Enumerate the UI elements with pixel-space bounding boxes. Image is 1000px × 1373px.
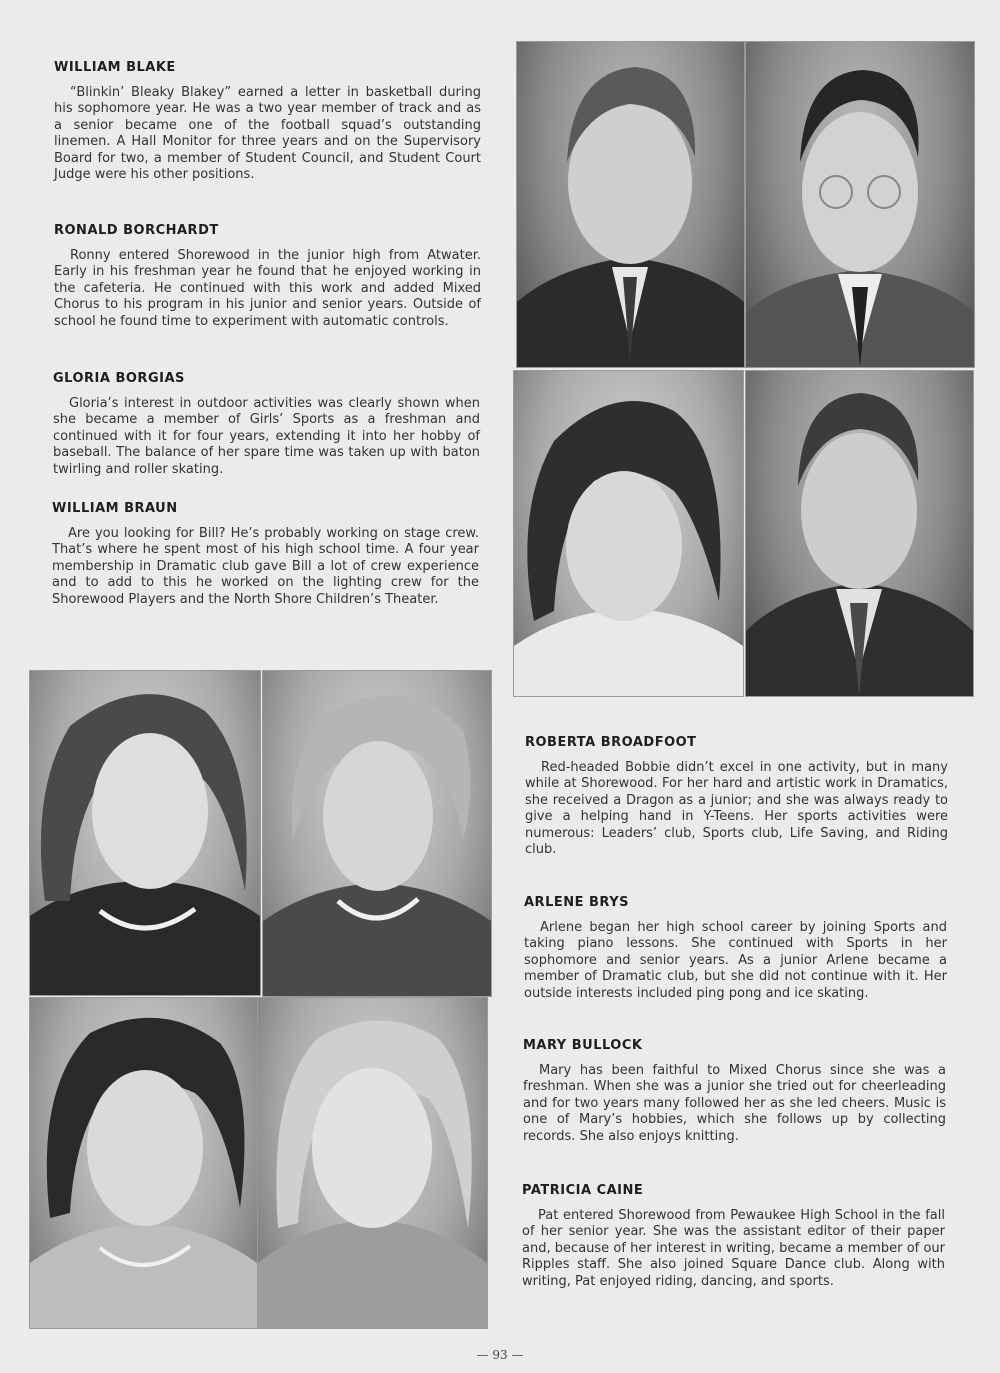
portrait-william-blake xyxy=(516,41,745,368)
student-name: GLORIA BORGIAS xyxy=(53,371,185,386)
student-name: WILLIAM BLAKE xyxy=(54,60,176,75)
student-name: PATRICIA CAINE xyxy=(522,1183,644,1198)
portrait-roberta-broadfoot xyxy=(29,670,261,996)
portrait-gloria-borgias xyxy=(513,370,744,697)
student-bio: Pat entered Shorewood from Pewaukee High School in the fall of her senior year. She was the assistant editor of their paper and, because of her interest in writing, became a member of our Ripples staff. She also joined Square Dance club. Along with writing, Pat enjoyed riding, dancing, and sports. xyxy=(522,1208,945,1289)
student-bio: Gloria’s interest in outdoor activities was clearly shown when she became a member of Girls’ Sports as a freshman and continued with it for four years, extending it into her hobby of baseball. The balance of her spare time was taken up with baton twirling and roller skating. xyxy=(53,396,480,477)
page-number: — 93 — xyxy=(476,1348,524,1362)
student-name: ROBERTA BROADFOOT xyxy=(525,735,697,750)
student-bio: Mary has been faithful to Mixed Chorus since she was a freshman. When she was a junior she tried out for cheerleading and for two years many followed her as she led cheers. Music is one of Mary’s hobbies, which she follows up by collecting records. She also enjoys knitting. xyxy=(523,1063,946,1144)
bio-patricia-caine xyxy=(522,1183,945,1290)
bio-william-braun xyxy=(52,501,479,608)
portrait-patricia-caine xyxy=(257,997,488,1329)
student-name: ARLENE BRYS xyxy=(524,895,630,910)
student-name: MARY BULLOCK xyxy=(523,1038,643,1053)
student-bio: Ronny entered Shorewood in the junior high from Atwater. Early in his freshman year he found that he enjoyed working in the cafeteria. He continued with this work and added Mixed Chorus to his program in his junior and senior years. Outside of school he found time to experiment with automatic controls. xyxy=(54,248,481,329)
student-bio: Are you looking for Bill? He’s probably working on stage crew. That’s where he spent most of his high school time. A four year membership in Dramatic club gave Bill a lot of crew experience and to add to this he worked on the lighting crew for the Shorewood Players and the North Shore Children’s Theater. xyxy=(52,526,479,607)
bio-roberta-broadfoot xyxy=(525,735,948,858)
student-bio: Arlene began her high school career by joining Sports and taking piano lessons. She continued with Sports in her sophomore and senior years. As a junior Arlene became a member of Dramatic club, but she did not continue with it. Her outside interests included ping pong and ice skating. xyxy=(524,920,947,1001)
bio-arlene-brys xyxy=(524,895,947,1002)
portrait-ronald-borchardt xyxy=(745,41,975,368)
bio-ronald-borchardt xyxy=(54,223,481,330)
student-name: RONALD BORCHARDT xyxy=(54,223,219,238)
portrait-william-braun xyxy=(745,370,974,697)
student-name: WILLIAM BRAUN xyxy=(52,501,178,516)
bio-william-blake xyxy=(54,60,481,183)
portrait-arlene-brys xyxy=(262,670,492,997)
bio-mary-bullock xyxy=(523,1038,946,1145)
student-bio: Red-headed Bobbie didn’t excel in one activity, but in many while at Shorewood. For her hard and artistic work in Dramatics, she received a Dragon as a junior; and she was always ready to give a helping hand in Y-Teens. Her sports activities were numerous: Leaders’ club, Sports club, Life Saving, and Riding club. xyxy=(525,760,948,858)
portrait-mary-bullock xyxy=(29,997,258,1329)
bio-gloria-borgias xyxy=(53,371,480,478)
student-bio: “Blinkin’ Bleaky Blakey” earned a letter in basketball during his sophomore year. He was a two year member of track and as a senior became one of the football squad’s outstanding linemen. A Hall Monitor for three years and on the Supervisory Board for two, a member of Student Council, and Student Court Judge were his other positions. xyxy=(54,85,481,183)
